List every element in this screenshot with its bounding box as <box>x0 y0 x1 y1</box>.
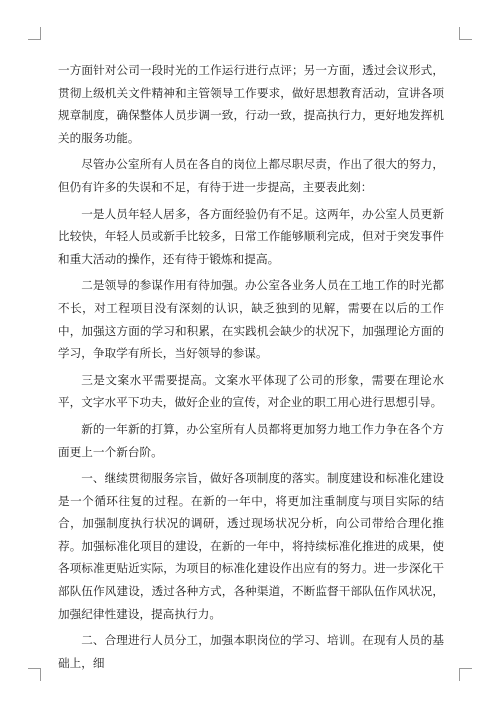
crop-mark-bottom-left <box>28 668 41 681</box>
crop-mark-top-left <box>28 27 41 40</box>
crop-mark-bottom-right <box>459 668 472 681</box>
paragraph: 一是人员年轻人居多，各方面经验仍有不足。这两年，办公室人员更新比较快，年轻人员或新手比较多，日常工作能够顺利完成，但对于突发事件和重大活动的操作，还有待于锻炼和提高。 <box>58 206 444 266</box>
paragraph: 一方面针对公司一段时光的工作运行进行点评；另一方面，透过会议形式，贯彻上级机关文件精神和主管领导工作要求，做好思想教育活动，宣讲各项规章制度，确保整体人员步调一致，行动一致，提高执行力，更好地发挥机关的服务功能。 <box>58 63 444 145</box>
paragraph: 三是文案水平需要提高。文案水平体现了公司的形象，需要在理论水平，文字水平下功夫，做好企业的宣传，对企业的职工用心进行思想引导。 <box>58 372 444 410</box>
paragraph: 一、继续贯彻服务宗旨，做好各项制度的落实。制度建设和标准化建设是一个循环往复的过程。在新的一年中，将更加注重制度与项目实际的结合，加强制度执行状况的调研，透过现场状况分析，向公司带给合理化推荐。加强标准化项目的建设，在新的一年中，将持续标准化推进的成果，使各项标准更贴近实际，为项目的标准化建设作出应有的努力。进一步深化干部队伍作风建设，透过各种方式，各种渠道，不断监督干部队伍作风状况，加强纪律性建设，提高执行力。 <box>58 471 444 621</box>
crop-mark-top-right <box>459 27 472 40</box>
document-body <box>58 59 444 678</box>
paragraph: 尽管办公室所有人员在各自的岗位上都尽职尽责，作出了很大的努力，但仍有许多的失误和不足，有待于进一步提高，主要表此刻： <box>58 157 444 194</box>
paragraph: 二是领导的参谋作用有待加强。办公室各业务人员在工地工作的时光都不长，对工程项目没有深刻的认识，缺乏独到的见解，需要在以后的工作中，加强这方面的学习和积累，在实践机会缺少的状况下，加强理论方面的学习，争取学有所长，当好领导的参谋。 <box>58 278 444 361</box>
paragraph: 新的一年新的打算，办公室所有人员都将更加努力地工作力争在各个方面更上一个新台阶。 <box>58 421 444 459</box>
paragraph: 二、合理进行人员分工，加强本职岗位的学习、培训。在现有人员的基础上，细 <box>58 633 444 670</box>
